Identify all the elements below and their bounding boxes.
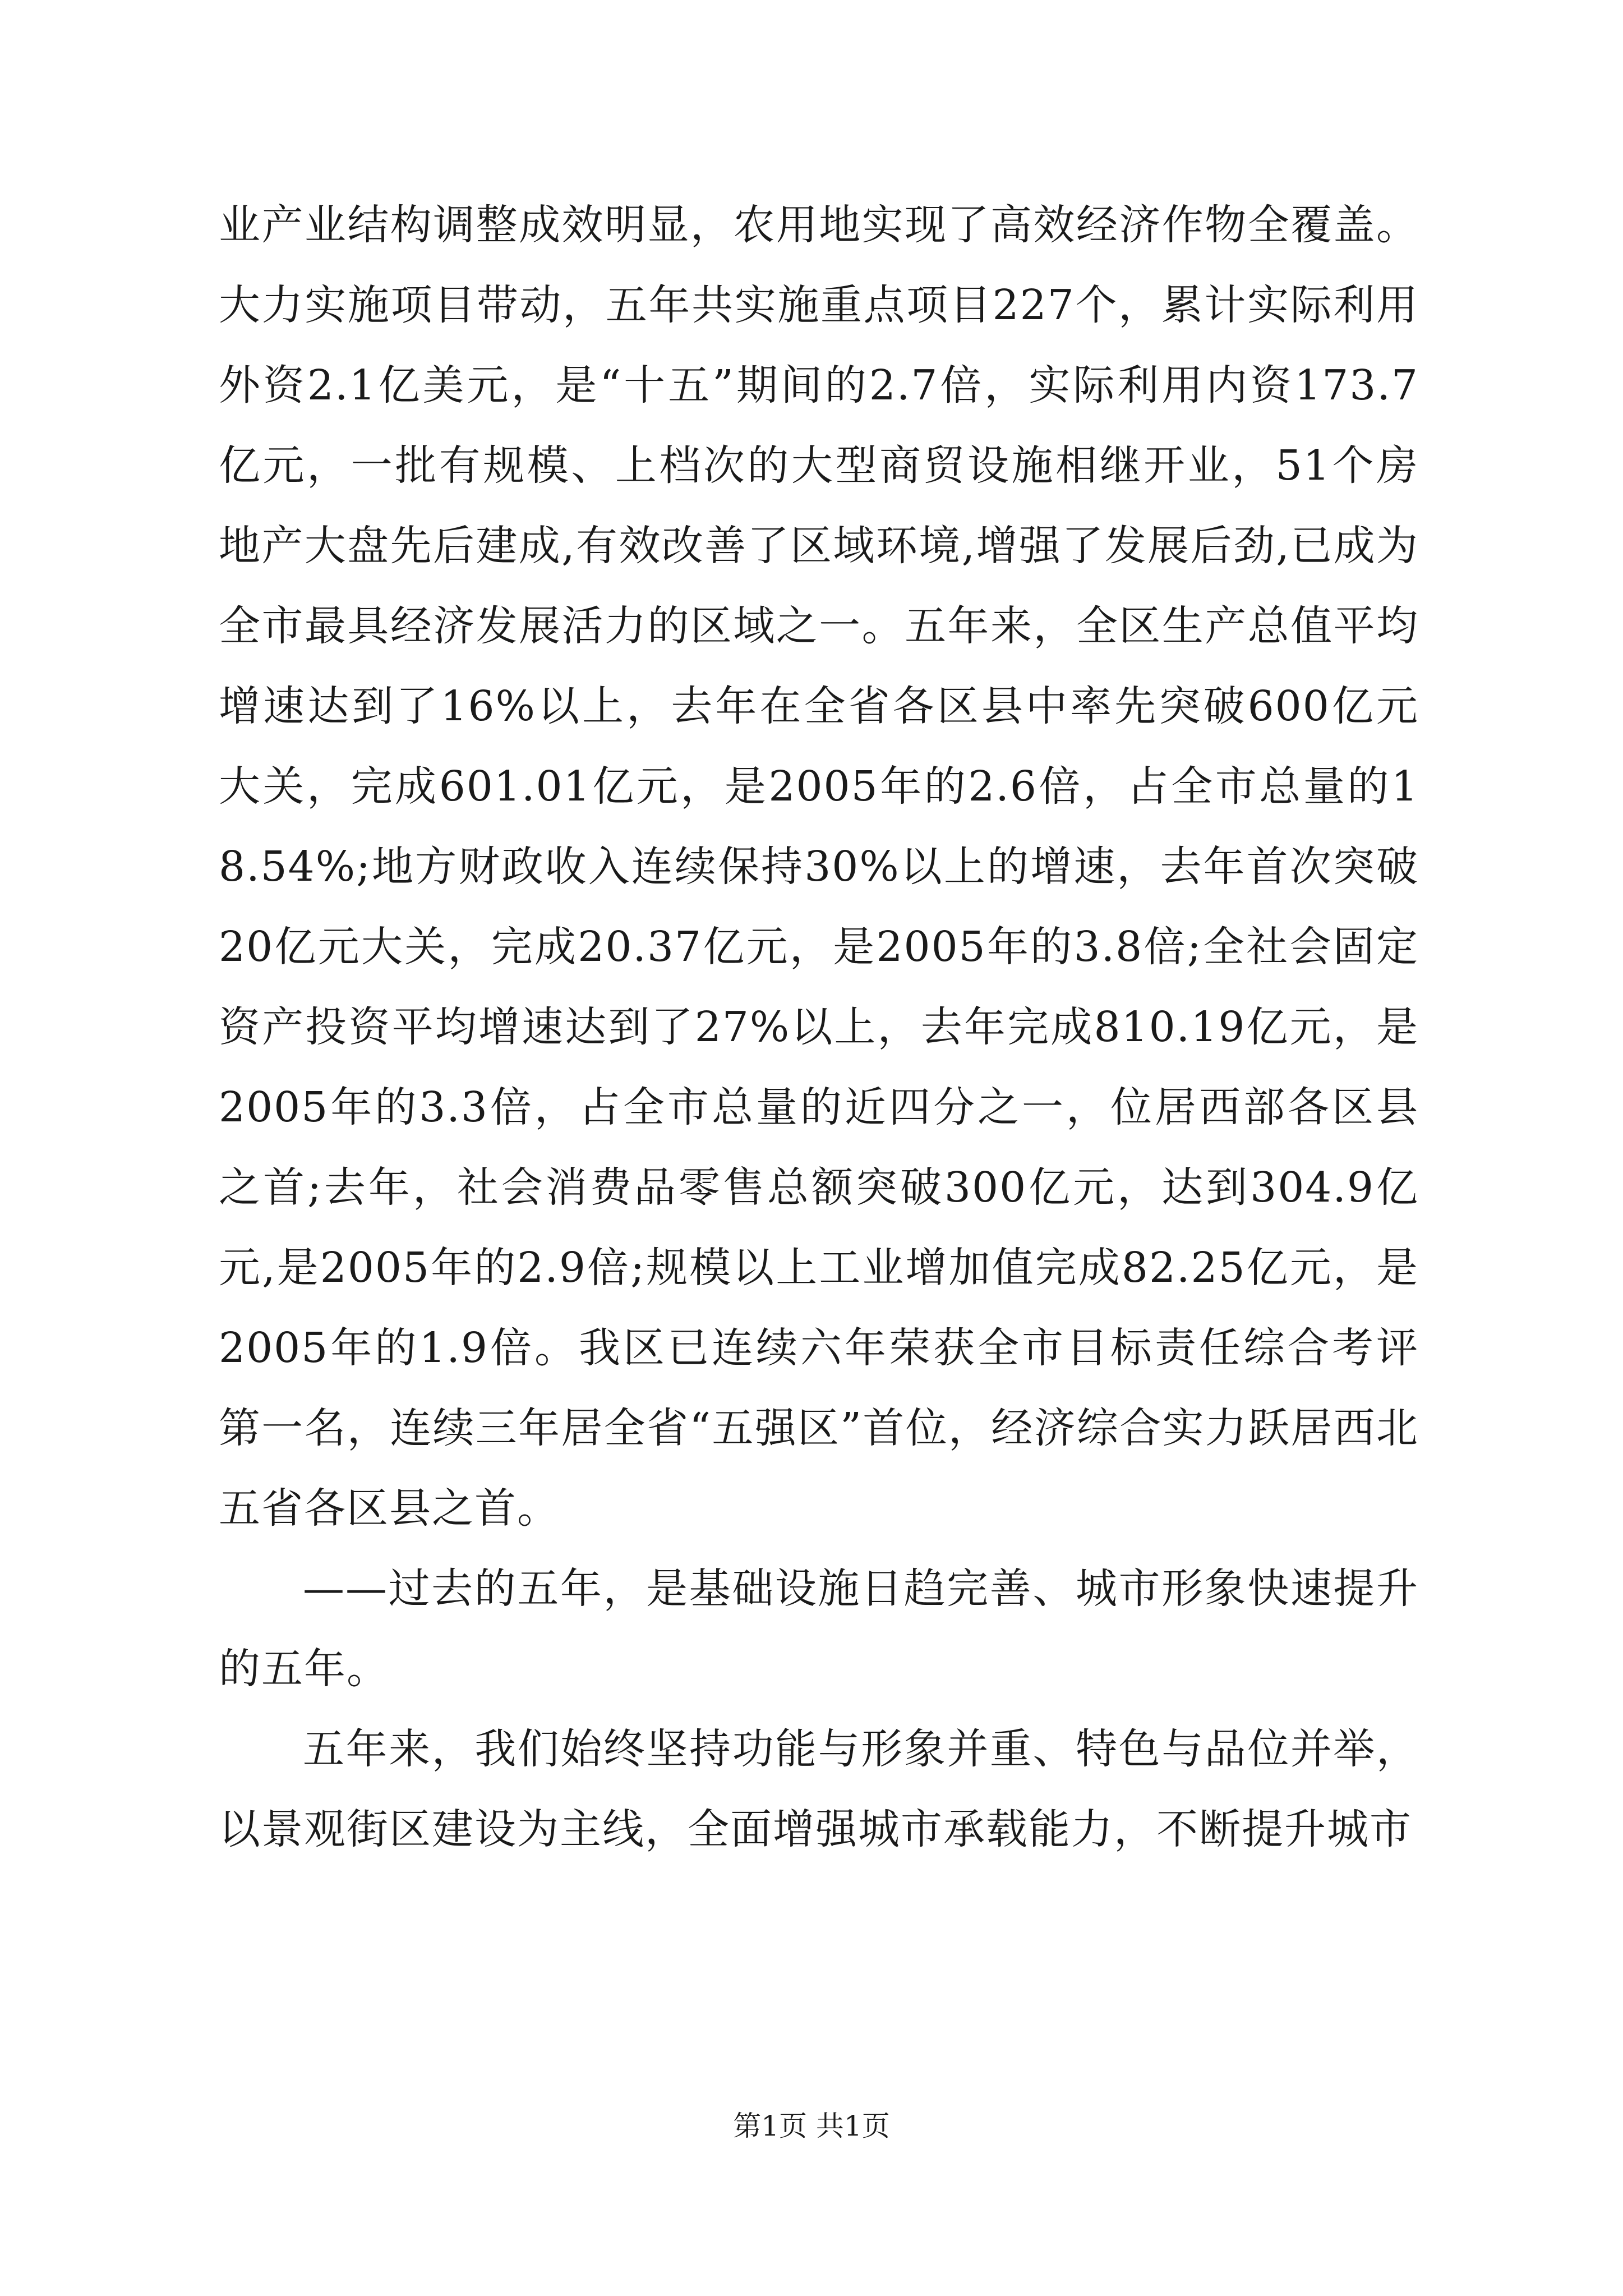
- document-body: [219, 185, 1419, 1870]
- paragraph-1: 业产业结构调整成效明显，农用地实现了高效经济作物全覆盖。大力实施项目带动，五年共实施重点项目227个，累计实际利用外资2.1亿美元，是“十五”期间的2.7倍，实际利用内资173.7亿元，一批有规模、上档次的大型商贸设施相继开业，51个房地产大盘先后建成,有效改善了区域环境,增强了发展后劲,已成为全市最具经济发展活力的区域之一。五年来，全区生产总值平均增速达到了16%以上，去年在全省各区县中率先突破600亿元大关，完成601.01亿元，是2005年的2.6倍，占全市总量的18.54%;地方财政收入连续保持30%以上的增速，去年首次突破20亿元大关，完成20.37亿元，是2005年的3.8倍;全社会固定资产投资平均增速达到了27%以上，去年完成810.19亿元，是2005年的3.3倍，占全市总量的近四分之一，位居西部各区县之首;去年，社会消费品零售总额突破300亿元，达到304.9亿元,是2005年的2.9倍;规模以上工业增加值完成82.25亿元，是2005年的1.9倍。我区已连续六年荣获全市目标责任综合考评第一名，连续三年居全省“五强区”首位，经济综合实力跃居西北五省各区县之首。: [219, 201, 1419, 1533]
- paragraph-2: ——过去的五年，是基础设施日趋完善、城市形象快速提升的五年。: [219, 1565, 1419, 1693]
- page-footer: 第1页 共1页: [733, 2110, 890, 2142]
- paragraph-3: 五年来，我们始终坚持功能与形象并重、特色与品位并举，以景观街区建设为主线，全面增强城市承载能力，不断提升城市: [219, 1725, 1419, 1853]
